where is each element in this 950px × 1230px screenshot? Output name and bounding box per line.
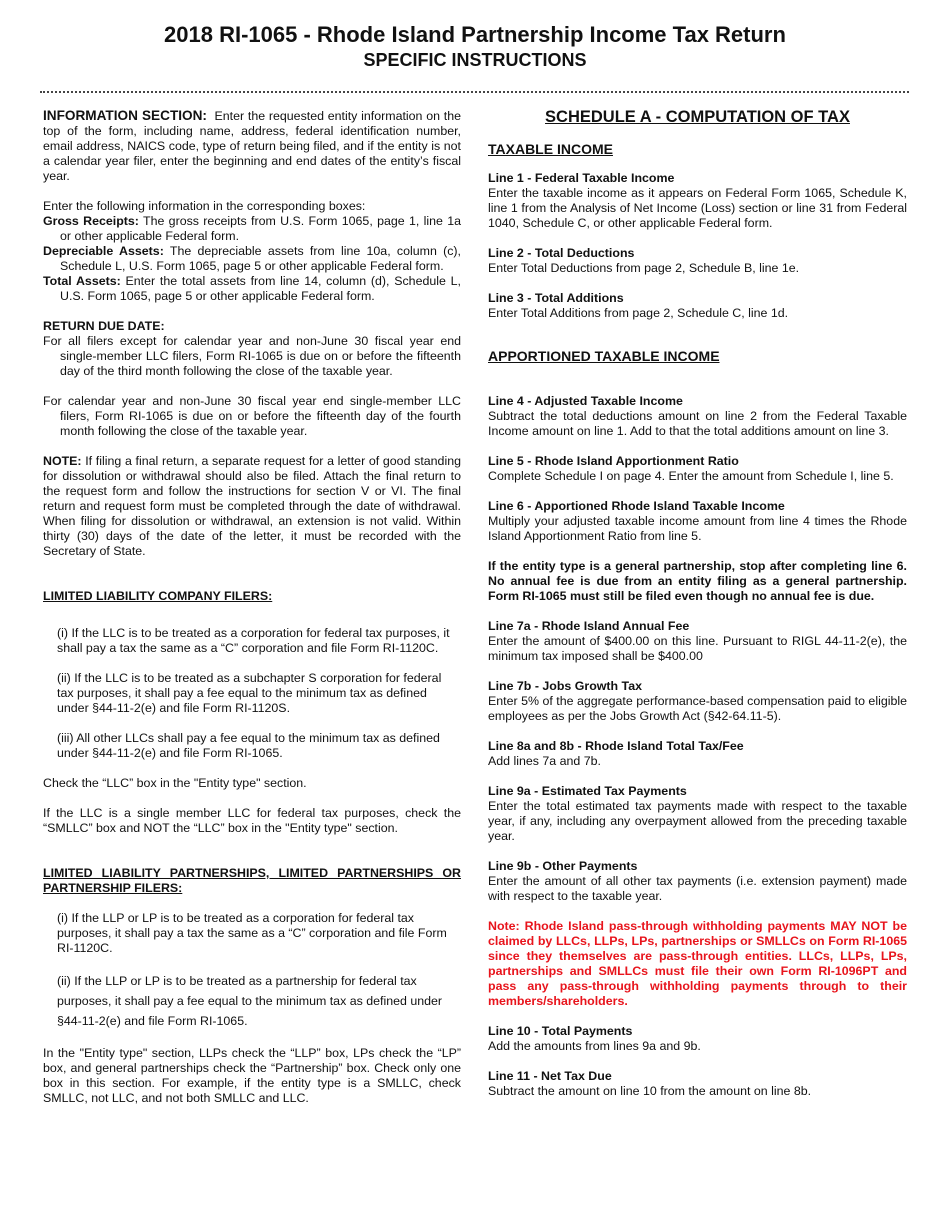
general-partnership-note: If the entity type is a general partnership, stop after completing line 6. No annual fee is due from an entity filing as a general partnership. Form RI-1065 must still be filed even though no annual fee is due. (488, 559, 907, 603)
line-8-text: Add lines 7a and 7b. (488, 754, 601, 768)
llp-item-ii: (ii) If the LLP or LP is to be treated as a partnership for federal tax purposes, it shall pay a fee equal to the minimum tax as defined under §44-11-2(e) and file Form RI-1065. (57, 974, 443, 1028)
gross-receipts-item (43, 214, 461, 244)
gross-receipts-text: The gross receipts from U.S. Form 1065, page 1, line 1a or other applicable Federal form. (60, 214, 462, 243)
line-10-heading: Line 10 - Total Payments (488, 1024, 633, 1038)
line-7b-heading: Line 7b - Jobs Growth Tax (488, 679, 642, 693)
note-paragraph (43, 454, 461, 559)
page-title: 2018 RI-1065 - Rhode Island Partnership Income Tax Return (164, 22, 786, 47)
llc-filers-heading: LIMITED LIABILITY COMPANY FILERS: (43, 589, 273, 603)
taxable-income-heading: TAXABLE INCOME (488, 141, 613, 157)
line-11-text: Subtract the amount on line 10 from the amount on line 8b. (488, 1084, 812, 1098)
page-subtitle: SPECIFIC INSTRUCTIONS (363, 50, 587, 70)
line-1-heading: Line 1 - Federal Taxable Income (488, 171, 675, 185)
line-7a-heading: Line 7a - Rhode Island Annual Fee (488, 619, 690, 633)
depreciable-assets-text: The depreciable assets from line 10a, column (c), Schedule L, U.S. Form 1065, page 5 or other applicable Federal form. (60, 244, 462, 273)
dotted-divider (40, 91, 909, 93)
information-section (43, 108, 461, 184)
due-date-paragraph-1: For all filers except for calendar year and non-June 30 fiscal year end single-member LLC filers, Form RI-1065 is due on or before the fifteenth day of the third month following the close of the taxable year. (43, 334, 461, 378)
line-6-heading: Line 6 - Apportioned Rhode Island Taxable Income (488, 499, 785, 513)
line-11-heading: Line 11 - Net Tax Due (488, 1069, 612, 1083)
line-9a-heading: Line 9a - Estimated Tax Payments (488, 784, 687, 798)
line-9b-heading: Line 9b - Other Payments (488, 859, 638, 873)
llc-item-iii: (iii) All other LLCs shall pay a fee equal to the minimum tax as defined under §44-11-2(e) and file Form RI-1065. (57, 731, 440, 760)
note-text: If filing a final return, a separate request for a letter of good standing for dissolution or withdrawal should also be filed. Attach the final return to the request form and follow the instructions for section V or VI. The final return and request form must be completed through the date of withdrawal. When filing for dissolution or withdrawal, an extension is not valid. Within thirty (30) days of the date of the letter, it must be recorded with the Secretary of State. (43, 454, 461, 558)
line-2-text: Enter Total Deductions from page 2, Schedule B, line 1e. (488, 261, 800, 275)
total-assets-item (43, 274, 461, 304)
apportioned-taxable-income-heading: APPORTIONED TAXABLE INCOME (488, 348, 720, 364)
line-10-text: Add the amounts from lines 9a and 9b. (488, 1039, 701, 1053)
line-7b-text: Enter 5% of the aggregate performance-based compensation paid to eligible employees as per the Jobs Growth Act (§42-64.11-5). (488, 694, 907, 723)
llc-smllc-text: If the LLC is a single member LLC for federal tax purposes, check the “SMLLC” box and NOT the “LLC” box in the "Entity type" section. (43, 806, 461, 835)
left-column (43, 108, 461, 1106)
llc-check-text: Check the “LLC” box in the "Entity type" section. (43, 776, 307, 790)
depreciable-assets-label: Depreciable Assets: (43, 244, 164, 258)
line-2-heading: Line 2 - Total Deductions (488, 246, 635, 260)
total-assets-text: Enter the total assets from line 14, column (d), Schedule L, U.S. Form 1065, page 5 or other applicable Federal form. (60, 274, 461, 303)
return-due-date-heading: RETURN DUE DATE: (43, 319, 165, 333)
note-label: NOTE: (43, 454, 82, 468)
line-9b-text: Enter the amount of all other tax payments (i.e. extension payment) made with respect to the taxable year. (488, 874, 907, 903)
line-9a-text: Enter the total estimated tax payments made with respect to the taxable year, if any, including any overpayment allowed from the preceding taxable year. (488, 799, 907, 843)
llc-item-ii: (ii) If the LLC is to be treated as a subchapter S corporation for federal tax purposes, it shall pay a fee equal to the minimum tax as defined under §44-11-2(e) and file Form RI-1120S. (57, 671, 442, 715)
due-date-paragraph-2: For calendar year and non-June 30 fiscal year end single-member LLC filers, Form RI-1065 is due on or before the fifteenth day of the fourth month following the close of the taxable year. (43, 394, 461, 438)
line-3-heading: Line 3 - Total Additions (488, 291, 624, 305)
llp-filers-heading: LIMITED LIABILITY PARTNERSHIPS, LIMITED PARTNERSHIPS OR PARTNERSHIP FILERS: (43, 866, 461, 895)
line-8-heading: Line 8a and 8b - Rhode Island Total Tax/Fee (488, 739, 744, 753)
line-7a-text: Enter the amount of $400.00 on this line. Pursuant to RIGL 44-11-2(e), the minimum tax imposed shall be $400.00 (488, 634, 907, 663)
withholding-note: Note: Rhode Island pass-through withholding payments MAY NOT be claimed by LLCs, LLPs, LPs, partnerships or SMLLCs on Form RI-1065 since they themselves are pass-through entities. LLCs, LLPs, LPs, partnerships and SMLLCs must file their own Form RI-1096PT and pass any pass-through withholding payments through to their members/shareholders. (488, 919, 907, 1008)
information-section-text: Enter the requested entity information on the top of the form, including name, address, federal identification number, email address, NAICS code, type of return being filed, and if the entity is not a calendar year filer, enter the beginning and end dates of the entity’s fiscal year. (43, 109, 461, 183)
information-section-label: INFORMATION SECTION: (43, 108, 207, 123)
line-5-text: Complete Schedule I on page 4. Enter the amount from Schedule I, line 5. (488, 469, 894, 483)
line-6-text: Multiply your adjusted taxable income amount from line 4 times the Rhode Island Apportionment Ratio from line 5. (488, 514, 907, 543)
llp-item-i: (i) If the LLP or LP is to be treated as a corporation for federal tax purposes, it shall pay a tax the same as a “C” corporation and file Form RI-1120C. (57, 911, 447, 955)
depreciable-assets-item (43, 244, 461, 274)
right-column (488, 108, 907, 1099)
llc-item-i: (i) If the LLC is to be treated as a corporation for federal tax purposes, it shall pay a tax the same as a “C” corporation and file Form RI-1120C. (57, 626, 450, 655)
line-4-text: Subtract the total deductions amount on line 2 from the Federal Taxable Income amount on line 1. Add to that the total additions amount on line 3. (488, 409, 907, 438)
schedule-a-heading: SCHEDULE A - COMPUTATION OF TAX (545, 108, 850, 126)
line-5-heading: Line 5 - Rhode Island Apportionment Ratio (488, 454, 739, 468)
total-assets-label: Total Assets: (43, 274, 121, 288)
line-1-text: Enter the taxable income as it appears on Federal Form 1065, Schedule K, line 1 from the Analysis of Net Income (Loss) section or line 31 from Federal 1040, Schedule C, or other applicable Federal form. (488, 186, 907, 230)
line-3-text: Enter Total Additions from page 2, Schedule C, line 1d. (488, 306, 789, 320)
line-4-heading: Line 4 - Adjusted Taxable Income (488, 394, 683, 408)
gross-receipts-label: Gross Receipts: (43, 214, 139, 228)
boxes-intro: Enter the following information in the corresponding boxes: (43, 199, 366, 213)
llp-entity-type-text: In the "Entity type" section, LLPs check the “LLP” box, LPs check the “LP” box, and general partnerships check the “Partnership” box. Check only one box in this section. For example, if the entity type is a SMLLC, check SMLLC, not LLC, and not both SMLLC and LLC. (43, 1046, 461, 1105)
